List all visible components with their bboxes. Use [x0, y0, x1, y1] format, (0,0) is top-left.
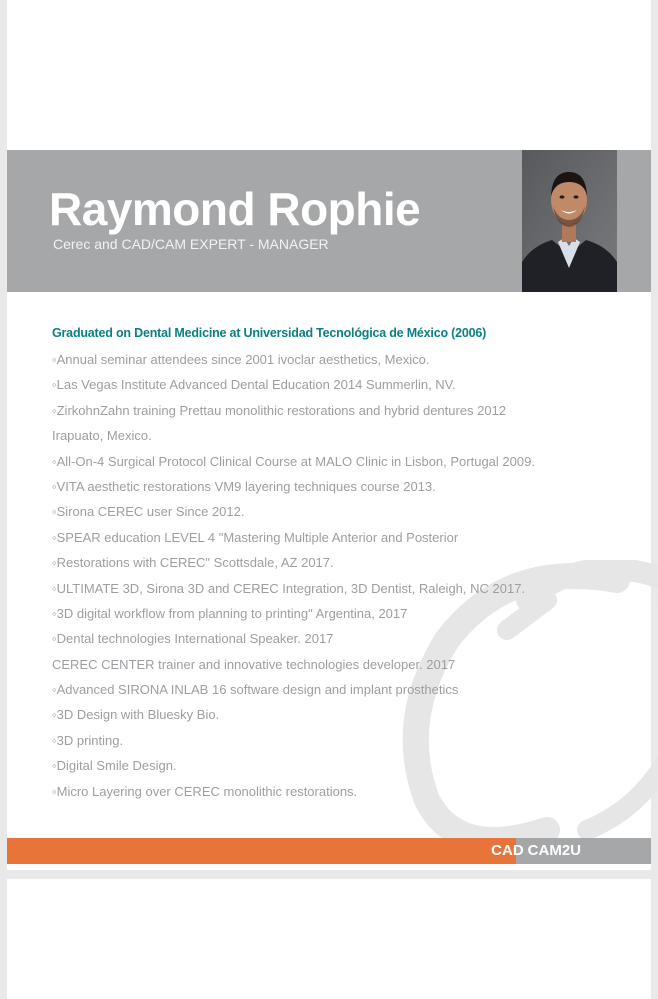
header-band — [7, 150, 651, 292]
list-item: ◦Annual seminar attendees since 2001 ivoclar aesthetics, Mexico. — [52, 352, 430, 367]
next-page — [7, 879, 651, 999]
list-item: ◦SPEAR education LEVEL 4 "Mastering Multiple Anterior and Posterior — [52, 529, 459, 545]
resume-content — [52, 322, 632, 804]
brand-part-cad: CAD — [491, 842, 524, 859]
education-title: Graduated on Dental Medicine at Universidad Tecnológica de México (2006) — [52, 326, 487, 340]
profile-role: Cerec and CAD/CAM EXPERT - MANAGER — [53, 236, 329, 252]
list-item: ◦3D digital workflow from planning to printing" Argentina, 2017 — [52, 605, 408, 621]
list-item: ◦All-On-4 Surgical Protocol Clinical Course at MALO Clinic in Lisbon, Portugal 2009. — [52, 453, 535, 469]
resume-page — [7, 0, 651, 870]
list-item: ◦3D Design with Bluesky Bio. — [52, 707, 220, 723]
list-item: ◦Dental technologies International Speaker. 2017 — [52, 631, 334, 647]
portrait-icon — [522, 150, 617, 292]
list-item: Irapuato, Mexico. — [52, 428, 152, 444]
list-item: ◦Advanced SIRONA INLAB 16 software design and implant prosthetics — [52, 682, 459, 698]
list-item: ◦Las Vegas Institute Advanced Dental Education 2014 Summerlin, NV. — [52, 377, 456, 393]
profile-photo — [522, 150, 617, 292]
experience-list — [52, 347, 632, 804]
footer-bar — [7, 838, 651, 864]
profile-name: Raymond Rophie — [49, 183, 421, 235]
list-item: CEREC CENTER trainer and innovative technologies developer. 2017 — [52, 656, 456, 672]
list-item: ◦Restorations with CEREC" Scottsdale, AZ 2017. — [52, 555, 334, 571]
list-item: ◦Micro Layering over CEREC monolithic restorations. — [52, 783, 358, 799]
brand-part-cam2u: CAM2U — [527, 842, 581, 859]
list-item: ◦Sirona CEREC user Since 2012. — [52, 504, 245, 520]
list-item: ◦ULTIMATE 3D, Sirona 3D and CEREC Integration, 3D Dentist, Raleigh, NC 2017. — [52, 580, 526, 596]
list-item: ◦VITA aesthetic restorations VM9 layering techniques course 2013. — [52, 478, 436, 494]
list-item: ◦Digital Smile Design. — [52, 758, 177, 774]
list-item: ◦3D printing. — [52, 732, 124, 748]
list-item: ◦ZirkohnZahn training Prettau monolithic restorations and hybrid dentures 2012 — [52, 402, 507, 418]
brand-logo — [491, 838, 581, 864]
